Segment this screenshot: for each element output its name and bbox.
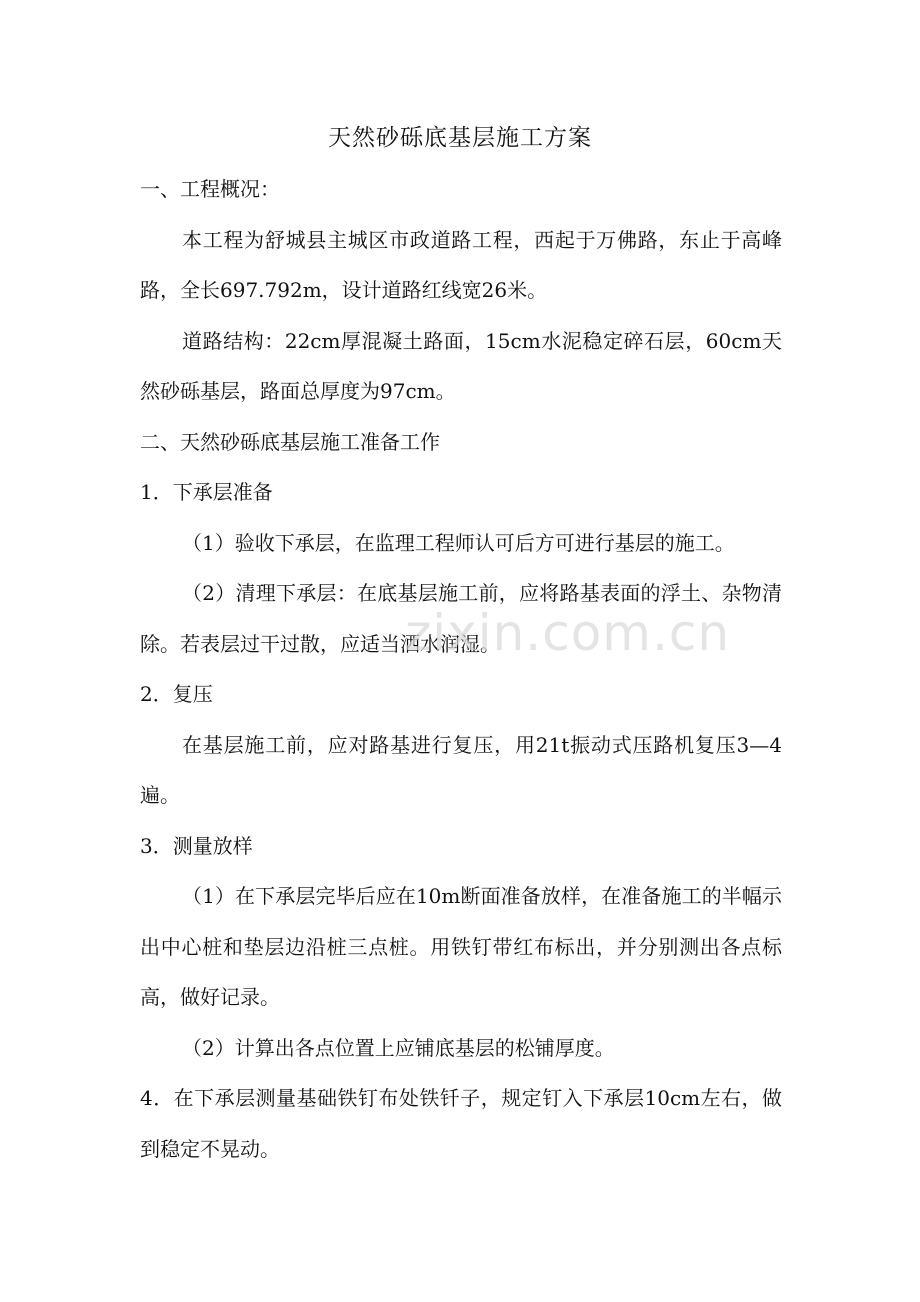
paragraph-inspect-lower-layer: （1）验收下承层，在监理工程师认可后方可进行基层的施工。 <box>182 530 735 555</box>
paragraph-loose-thickness: （2）计算出各点位置上应铺底基层的松铺厚度。 <box>182 1035 615 1060</box>
section-heading-preparation: 二、天然砂砾底基层施工准备工作 <box>140 429 440 454</box>
watermark-text: zixin.com.cn <box>405 604 731 662</box>
subheading-recompaction: 2．复压 <box>140 682 213 706</box>
paragraph-recompaction: 在基层施工前，应对路基进行复压，用21t振动式压路机复压3—4遍。 <box>140 732 782 807</box>
document-body <box>140 164 782 1174</box>
document-title: 天然砂砾底基层施工方案 <box>328 125 592 151</box>
section-heading-overview: 一、工程概况： <box>140 177 280 201</box>
paragraph-road-structure: 道路结构：22cm厚混凝土路面，15cm水泥稳定碎石层，60cm天然砂砾基层，路面总厚度为97cm。 <box>140 328 782 403</box>
subheading-survey-layout: 3．测量放样 <box>140 833 253 858</box>
paragraph-clean-lower-layer: （2）清理下承层：在底基层施工前，应将路基表面的浮土、杂物清除。若表层过干过散，应适当洒水润湿。 <box>140 581 782 656</box>
paragraph-steel-pins: 4．在下承层测量基础铁钉布处铁钎子，规定钉入下承层10cm左右，做到稳定不晃动。 <box>140 1086 782 1161</box>
subheading-lower-layer: 1．下承层准备 <box>140 480 273 504</box>
paragraph-project-description: 本工程为舒城县主城区市政道路工程，西起于万佛路，东止于高峰路，全长697.792m，设计道路红线宽26米。 <box>140 227 782 302</box>
paragraph-survey-stakes: （1）在下承层完毕后应在10m断面准备放样，在准备施工的半幅示出中心桩和垫层边沿桩三点桩。用铁钉带红布标出，并分别测出各点标高，做好记录。 <box>140 884 782 1009</box>
